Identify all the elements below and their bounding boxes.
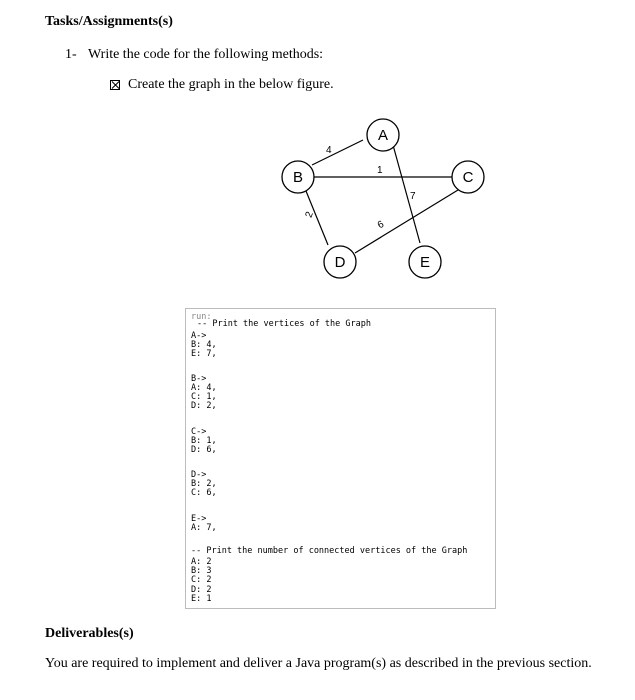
node-label-d: D <box>334 254 346 271</box>
edge-label-c-d: 6 <box>375 218 386 232</box>
console-output <box>185 308 496 609</box>
node-label-a: A <box>377 127 389 144</box>
console-block-d-header: D-> <box>191 470 207 480</box>
console-count: A: 2 <box>191 557 212 567</box>
item-text: Write the code for the following methods: <box>88 47 324 62</box>
console-section1-title: -- Print the vertices of the Graph <box>197 319 371 329</box>
edge-label-b-d: 2 <box>303 210 316 220</box>
console-line: B: 1, <box>191 436 217 446</box>
console-block-b-header: B-> <box>191 374 207 384</box>
subitem-text: Create the graph in the below figure. <box>128 77 334 92</box>
console-run-label: run: <box>191 312 212 322</box>
console-line: D: 2, <box>191 401 217 411</box>
tasks-heading: Tasks/Assignments(s) <box>45 14 173 29</box>
console-block-c-header: C-> <box>191 427 207 437</box>
console-line: A: 7, <box>191 523 217 533</box>
console-block-a-header: A-> <box>191 331 207 341</box>
node-label-e: E <box>419 254 431 271</box>
checked-box-icon <box>110 80 120 90</box>
edge-label-a-b: 4 <box>326 145 332 156</box>
console-section2-title: -- Print the number of connected vertices of the Graph <box>191 546 468 556</box>
edge-a-e <box>393 145 420 243</box>
console-line: D: 6, <box>191 445 217 455</box>
console-line: E: 7, <box>191 349 217 359</box>
console-block-e-header: E-> <box>191 514 207 524</box>
deliverables-text: You are required to implement and deliver a Java program(s) as described in the previous section. <box>45 656 592 671</box>
graph-figure <box>270 115 500 290</box>
edge-a-b <box>312 140 363 165</box>
console-count: E: 1 <box>191 594 212 604</box>
console-line: B: 4, <box>191 340 217 350</box>
console-count: B: 3 <box>191 566 212 576</box>
edge-label-a-e: 7 <box>410 191 416 202</box>
console-line: A: 4, <box>191 383 217 393</box>
console-line: C: 6, <box>191 488 217 498</box>
node-label-c: C <box>462 169 474 186</box>
console-count: D: 2 <box>191 585 212 595</box>
console-line: B: 2, <box>191 479 217 489</box>
console-line: C: 1, <box>191 392 217 402</box>
edge-label-b-c: 1 <box>377 165 383 176</box>
node-label-b: B <box>292 169 304 186</box>
edge-c-d <box>355 190 458 253</box>
console-count: C: 2 <box>191 575 212 585</box>
deliverables-heading: Deliverables(s) <box>45 626 134 641</box>
item-number: 1- <box>65 47 77 62</box>
